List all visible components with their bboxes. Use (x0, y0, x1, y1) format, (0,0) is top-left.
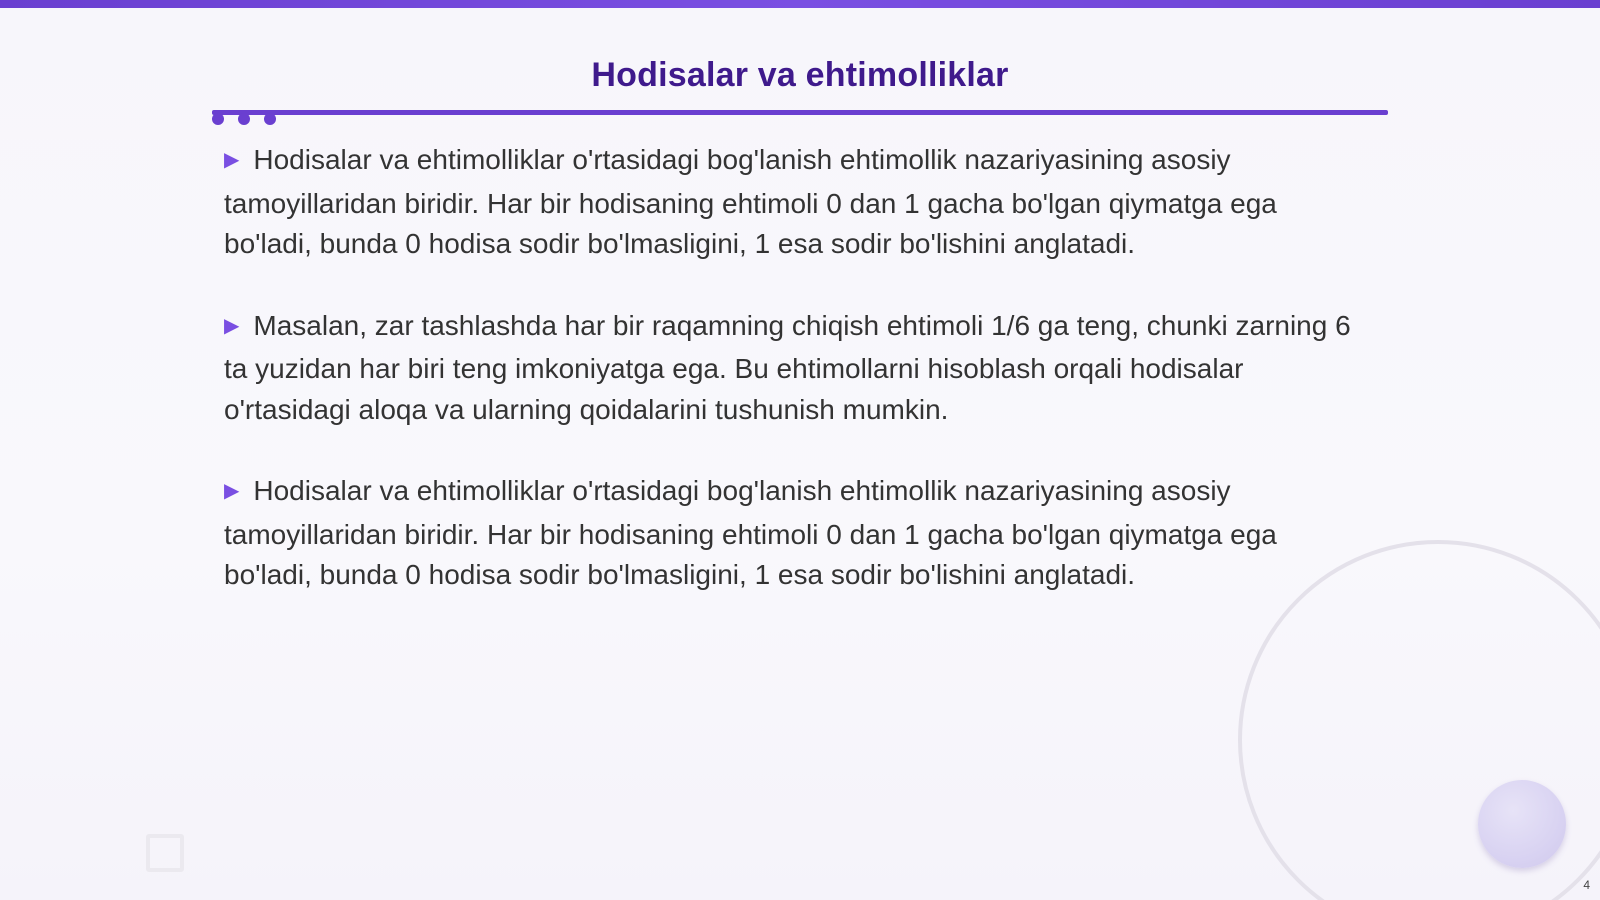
triangle-right-icon: ▶ (224, 149, 240, 171)
decorative-square (146, 834, 184, 872)
triangle-right-icon: ▶ (224, 480, 240, 502)
decorative-dot (264, 113, 276, 125)
decorative-circle (1478, 780, 1566, 868)
slide-title: Hodisalar va ehtimolliklar (591, 56, 1009, 94)
triangle-right-icon: ▶ (224, 314, 240, 337)
decorative-dot (238, 113, 250, 125)
bullet-list (224, 140, 1354, 637)
page-number: 4 (1583, 878, 1590, 892)
bullet-item (224, 140, 1354, 265)
bullet-item (224, 471, 1354, 596)
top-accent-bar (0, 0, 1600, 8)
bullet-item (224, 306, 1354, 431)
bullet-text: Hodisalar va ehtimolliklar o'rtasidagi bog'lanish ehtimollik nazariyasining asosiy tamoyillaridan biridir. Har bir hodisaning ehtimoli 0 dan 1 gacha bo'lgan qiymatga ega bo'ladi, bunda 0 hodisa sodir bo'lmasligini, 1 esa sodir bo'lishini anglatadi. (224, 475, 1277, 590)
title-underline (212, 110, 1388, 115)
decorative-dot (212, 113, 224, 125)
bullet-text: Masalan, zar tashlashda har bir raqamning chiqish ehtimoli 1/6 ga teng, chunki zarning 6 ta yuzidan har biri teng imkoniyatga ega. Bu ehtimollarni hisoblash orqali hodisalar o'rtasidagi aloqa va ularning qoidalarini tushunish mumkin. (224, 309, 1351, 425)
bullet-text: Hodisalar va ehtimolliklar o'rtasidagi bog'lanish ehtimollik nazariyasining asosiy tamoyillaridan biridir. Har bir hodisaning ehtimoli 0 dan 1 gacha bo'lgan qiymatga ega bo'ladi, bunda 0 hodisa sodir bo'lmasligini, 1 esa sodir bo'lishini anglatadi. (224, 144, 1277, 259)
